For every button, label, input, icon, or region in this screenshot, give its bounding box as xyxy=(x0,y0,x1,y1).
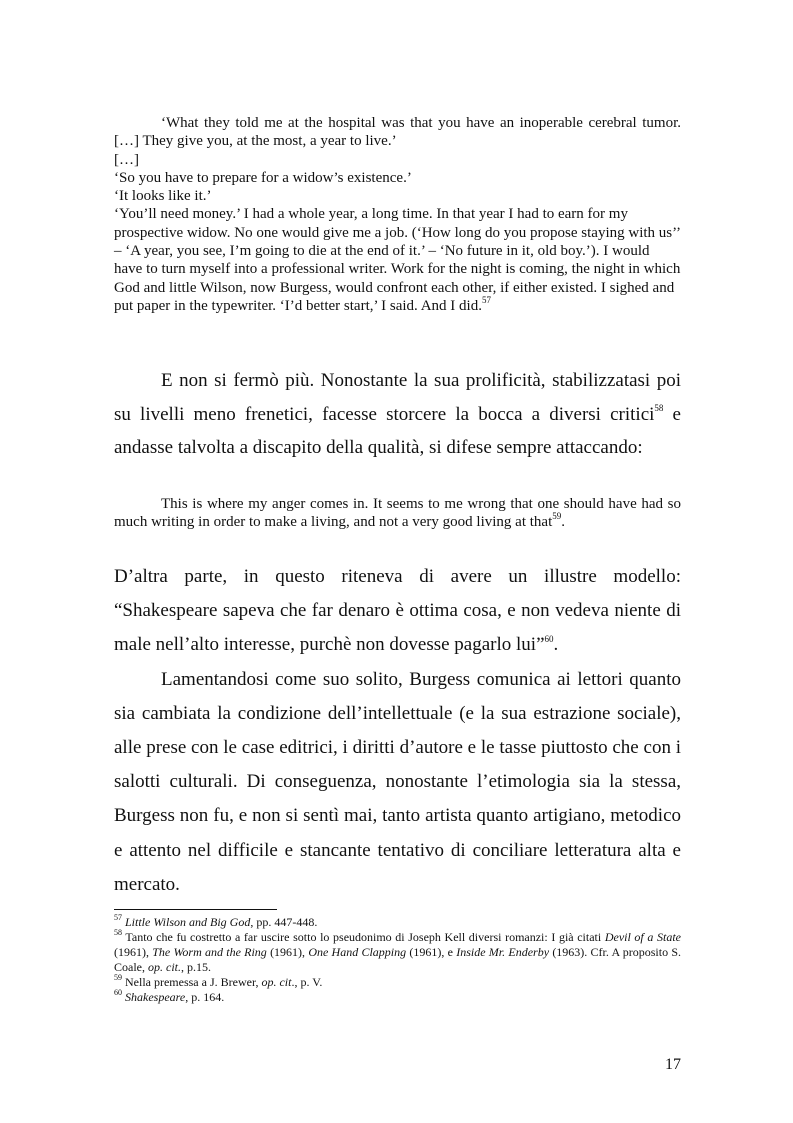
footnote-57 xyxy=(114,915,681,930)
quote-text: This is where my anger comes in. It seems to me wrong that one should have had so much writing in order to make a living, and not a very good living at that xyxy=(114,496,681,531)
body-paragraph: Lamentandosi come suo solito, Burgess comunica ai lettori quanto sia cambiata la condizione dell’intellettuale (e la sua estrazione sociale), alle prese con le case editrici, i diritti d’autore e le tasse piuttosto che con i salotti culturali. Di conseguenza, nonostante l’etimologia sia la stessa, Burgess non fu, e non si sentì mai, tanto artista quanto artigiano, metodico e attento nel difficile e stancante tentativo di conciliare letteratura alta e mercato. xyxy=(114,668,681,895)
book-title: One Hand Clapping xyxy=(308,945,407,959)
footnote-number: 58 xyxy=(114,928,122,937)
quote-line: ‘So you have to prepare for a widow’s existence.’ xyxy=(114,169,412,186)
body-text: e andasse talvolta a discapito della qualità, si difese sempre attaccando: xyxy=(114,403,681,458)
footnote-text: , p.15. xyxy=(181,960,211,974)
citation-abbrev: op. cit xyxy=(261,975,292,989)
footnote-number: 57 xyxy=(114,913,122,922)
footnote-60 xyxy=(114,990,681,1005)
body-paragraph xyxy=(114,560,681,663)
block-quote-hospital xyxy=(114,114,681,315)
footnote-text: , p. 164. xyxy=(185,990,225,1004)
footnote-58 xyxy=(114,930,681,975)
book-title: Shakespeare xyxy=(125,990,186,1004)
footnotes xyxy=(114,915,681,1005)
book-title: Little Wilson and Big God xyxy=(125,915,251,929)
footnote-number: 60 xyxy=(114,988,122,997)
body-text: E non si fermò più. Nonostante la sua prolificità, stabilizzatasi poi su livelli meno frenetici, facesse storcere la bocca a diversi critici xyxy=(114,370,681,425)
footnote-59 xyxy=(114,975,681,990)
footnote-text: Tanto che fu costretto a far uscire sotto lo pseudonimo di Joseph Kell diversi romanzi: I già citati xyxy=(125,930,605,944)
footnote-ref-60[interactable]: 60 xyxy=(544,634,554,645)
footnote-text: ., p. V. xyxy=(291,975,323,989)
page-number: 17 xyxy=(665,1056,681,1073)
footnote-text: (1961), e xyxy=(406,945,457,959)
body-section xyxy=(114,560,681,902)
quote-text: ‘You’ll need money.’ I had a whole year, a long time. In that year I had to earn for my prospective widow. No one would give me a job. (‘How long do you propose staying with us’’ – ‘A year, you see, I’m going to die at the end of it.’ – ‘No future in it, old boy.’). I would have to turn myself into a professional writer. Work for the night is coming, the night in which God and little Wilson, now Burgess, would confront each other, if either existed. I sighed and put paper in the typewriter. ‘I’d better start,’ I said. And I did. xyxy=(114,206,681,314)
footnote-ref-59[interactable]: 59 xyxy=(552,511,562,522)
footnote-text: Nella premessa a J. Brewer, xyxy=(125,975,262,989)
quote-ellipsis: […] xyxy=(114,151,139,168)
body-text: D’altra parte, in questo riteneva di avere un illustre modello: “Shakespeare sapeva che far denaro è ottima cosa, e non vedeva niente di male nell’alto interesse, purchè non dovesse pagarlo lui” xyxy=(114,566,681,656)
footnote-text: (1961), xyxy=(266,945,309,959)
footnote-text: (1961), xyxy=(114,945,153,959)
body-text-end: . xyxy=(553,634,559,656)
footnote-text: , pp. 447-448. xyxy=(250,915,318,929)
body-paragraph xyxy=(114,364,681,465)
citation-abbrev: op. cit. xyxy=(148,960,181,974)
footnote-ref-57[interactable]: 57 xyxy=(481,294,491,305)
footnote-number: 59 xyxy=(114,973,122,982)
footnote-ref-58[interactable]: 58 xyxy=(654,403,664,414)
book-title: Devil of a State xyxy=(604,930,681,944)
quote-paragraph xyxy=(114,205,681,315)
block-quote-anger xyxy=(114,495,681,532)
book-title: Inside Mr. Enderby xyxy=(456,945,550,959)
quote-end: . xyxy=(561,514,565,531)
quote-paragraph: ‘What they told me at the hospital was that you have an inoperable cerebral tumor. […] They give you, at the most, a year to live.’ xyxy=(114,115,681,150)
book-title: The Worm and the Ring xyxy=(152,945,267,959)
footnote-text: (1963). Cfr. A proposito S. Coale, xyxy=(114,945,681,974)
footnote-divider xyxy=(114,909,277,910)
quote-line: ‘It looks like it.’ xyxy=(114,188,212,205)
